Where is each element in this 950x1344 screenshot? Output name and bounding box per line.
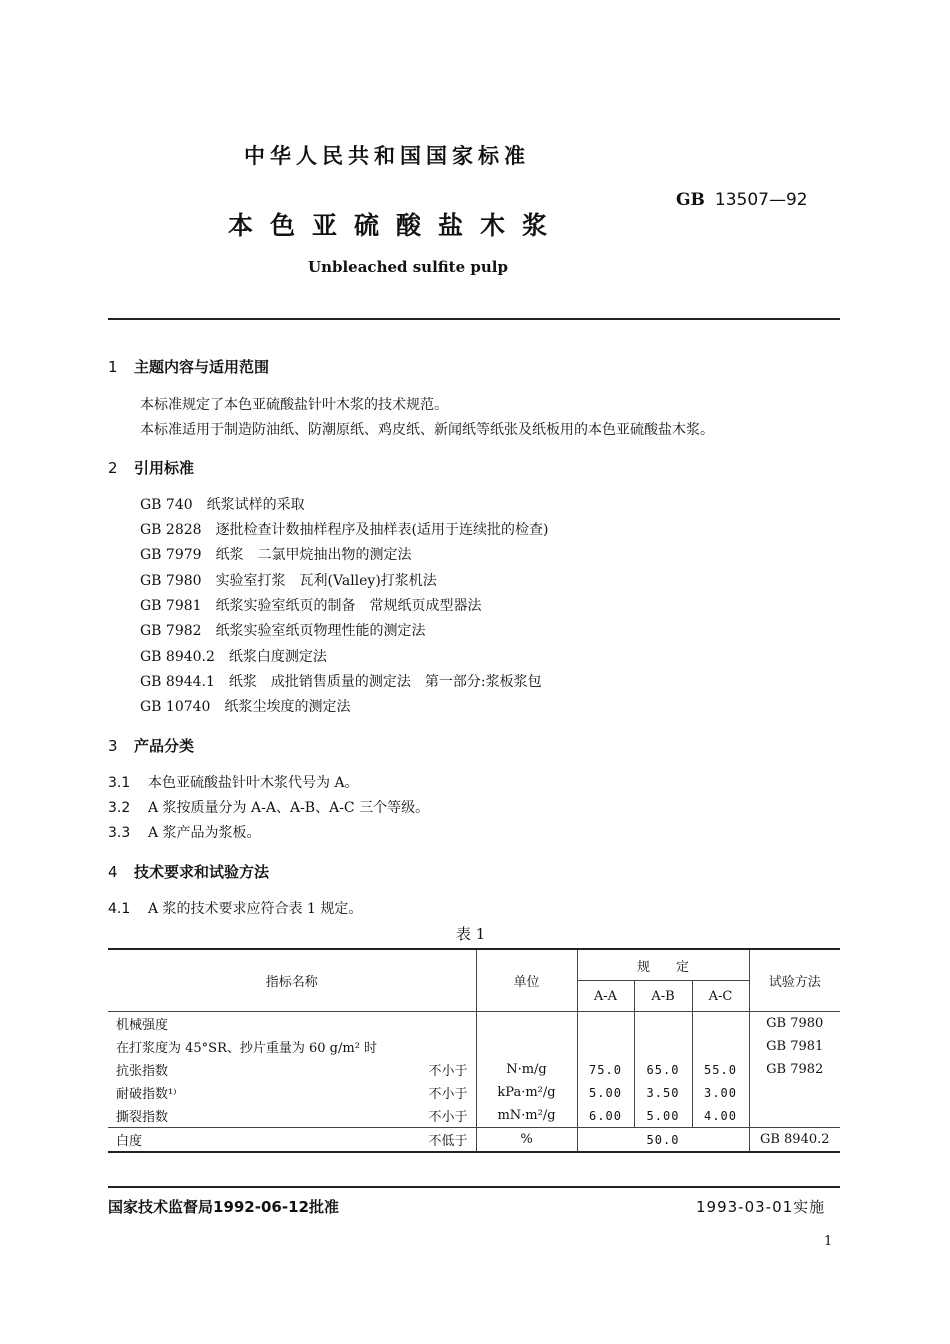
section-title: 引用标准: [134, 459, 195, 477]
value-cell: 3.00: [692, 1081, 749, 1104]
unit-cell: %: [476, 1128, 577, 1153]
section-number: 3: [108, 737, 118, 755]
std-prefix: GB: [676, 190, 705, 210]
value-cell: 4.00: [692, 1104, 749, 1128]
table-row: [108, 1081, 840, 1104]
indicator-name: 撕裂指数: [116, 1110, 169, 1125]
reference-item: [140, 570, 437, 590]
table-row: [108, 1012, 840, 1036]
header-test-method: 试验方法: [749, 949, 840, 1012]
reference-name: 实验室打浆 瓦利(Valley)打浆机法: [215, 573, 437, 589]
reference-item: [140, 646, 327, 666]
test-method: GB 7982: [749, 1058, 840, 1081]
paragraph: 本标准规定了本色亚硫酸盐针叶木浆的技术规范。: [140, 397, 448, 413]
header-rule: [108, 318, 840, 320]
section-title: 主题内容与适用范围: [134, 358, 270, 376]
reference-name: 纸浆 二氯甲烷抽出物的测定法: [215, 547, 412, 563]
reference-code: GB 8940.2: [140, 649, 215, 665]
value-cell: 3.50: [634, 1081, 692, 1104]
clause-text: A 浆产品为浆板。: [148, 825, 261, 841]
reference-name: 纸浆实验室纸页的制备 常规纸页成型器法: [215, 598, 482, 614]
value-cell: 75.0: [577, 1058, 634, 1081]
limit-text: 不小于: [428, 1110, 468, 1125]
indicator-name: 抗张指数: [116, 1064, 169, 1079]
clause-item: [108, 772, 359, 792]
section-title: 技术要求和试验方法: [134, 863, 270, 881]
value-cell: 5.00: [577, 1081, 634, 1104]
section-3-heading: [108, 735, 194, 756]
value-cell: 50.0: [577, 1128, 749, 1153]
reference-code: GB 7979: [140, 547, 202, 563]
limit-text: 不低于: [428, 1134, 468, 1149]
condition-text: 在打浆度为 45°SR、抄片重量为 60 g/m² 时: [116, 1041, 378, 1056]
header-spec: 规 定: [577, 949, 749, 981]
reference-item: [140, 519, 549, 539]
unit-cell: N·m/g: [476, 1058, 577, 1081]
table-caption: 表 1: [456, 925, 486, 943]
value-cell: 5.00: [634, 1104, 692, 1128]
clause-item: [108, 898, 362, 918]
title-english: Unbleached sulfite pulp: [308, 258, 508, 276]
reference-code: GB 740: [140, 497, 193, 513]
reference-code: GB 7980: [140, 573, 202, 589]
reference-name: 纸浆实验室纸页物理性能的测定法: [215, 623, 426, 639]
grade-aa: A-A: [577, 981, 634, 1012]
paragraph: 本标准适用于制造防油纸、防潮原纸、鸡皮纸、新闻纸等纸张及纸板用的本色亚硫酸盐木浆。: [140, 422, 714, 438]
clause-text: 本色亚硫酸盐针叶木浆代号为 A。: [148, 775, 359, 791]
national-standard-heading: 中华人民共和国国家标准: [244, 144, 530, 168]
unit-cell: kPa·m²/g: [476, 1081, 577, 1104]
reference-name: 纸浆 成批销售质量的测定法 第一部分:浆板浆包: [228, 674, 542, 690]
implementation-text: 1993-03-01实施: [696, 1198, 826, 1216]
reference-name: 纸浆白度测定法: [228, 649, 327, 665]
clause-item: [108, 797, 429, 817]
reference-item: [140, 544, 412, 564]
standard-number: [676, 190, 808, 210]
indicator-name: 白度: [116, 1134, 143, 1149]
header-unit: 单位: [476, 949, 577, 1012]
unit-cell: mN·m²/g: [476, 1104, 577, 1128]
clause-number: 3.1: [108, 775, 131, 791]
footer-rule: [108, 1186, 840, 1188]
reference-code: GB 7982: [140, 623, 202, 639]
section-2-heading: [108, 457, 194, 478]
reference-item: [140, 620, 426, 640]
table-row: [108, 1128, 840, 1153]
value-cell: 55.0: [692, 1058, 749, 1081]
clause-number: 3.3: [108, 825, 131, 841]
spec-table: [108, 948, 840, 1153]
section-number: 1: [108, 358, 118, 376]
reference-code: GB 2828: [140, 522, 202, 538]
reference-item: [140, 696, 350, 716]
section-number: 4: [108, 863, 118, 881]
section-4-heading: [108, 861, 269, 882]
test-method: GB 7981: [749, 1035, 840, 1058]
table-row: [108, 1104, 840, 1128]
reference-item: [140, 595, 482, 615]
test-method: GB 8940.2: [749, 1128, 840, 1153]
table-row: [108, 1035, 840, 1058]
section-number: 2: [108, 459, 118, 477]
reference-name: 纸浆试样的采取: [206, 497, 305, 513]
reference-code: GB 7981: [140, 598, 202, 614]
test-method: GB 7980: [749, 1012, 840, 1036]
clause-number: 3.2: [108, 800, 131, 816]
grade-ab: A-B: [634, 981, 692, 1012]
header-indicator-name: 指标名称: [108, 949, 476, 1012]
clause-text: A 浆按质量分为 A-A、A-B、A-C 三个等级。: [148, 800, 430, 816]
table-row: [108, 1058, 840, 1081]
clause-number: 4.1: [108, 901, 131, 917]
page-number: 1: [824, 1234, 833, 1249]
reference-name: 逐批检查计数抽样程序及抽样表(适用于连续批的检查): [215, 522, 549, 538]
indicator-name: 耐破指数¹⁾: [116, 1087, 177, 1102]
limit-text: 不小于: [428, 1064, 468, 1079]
reference-code: GB 10740: [140, 699, 211, 715]
clause-text: A 浆的技术要求应符合表 1 规定。: [148, 901, 363, 917]
reference-item: [140, 671, 542, 691]
section-title: 产品分类: [134, 737, 195, 755]
reference-name: 纸浆尘埃度的测定法: [224, 699, 351, 715]
reference-item: [140, 494, 305, 514]
limit-text: 不小于: [428, 1087, 468, 1102]
value-cell: 6.00: [577, 1104, 634, 1128]
title-chinese: 本色亚硫酸盐木浆: [228, 211, 565, 240]
approval-text: 国家技术监督局1992-06-12批准: [108, 1198, 339, 1216]
clause-item: [108, 822, 261, 842]
table-header-row: [108, 949, 840, 981]
grade-ac: A-C: [692, 981, 749, 1012]
value-cell: 65.0: [634, 1058, 692, 1081]
group-label: 机械强度: [108, 1012, 476, 1036]
reference-code: GB 8944.1: [140, 674, 215, 690]
section-1-heading: [108, 356, 269, 377]
std-number: 13507—92: [714, 190, 808, 210]
